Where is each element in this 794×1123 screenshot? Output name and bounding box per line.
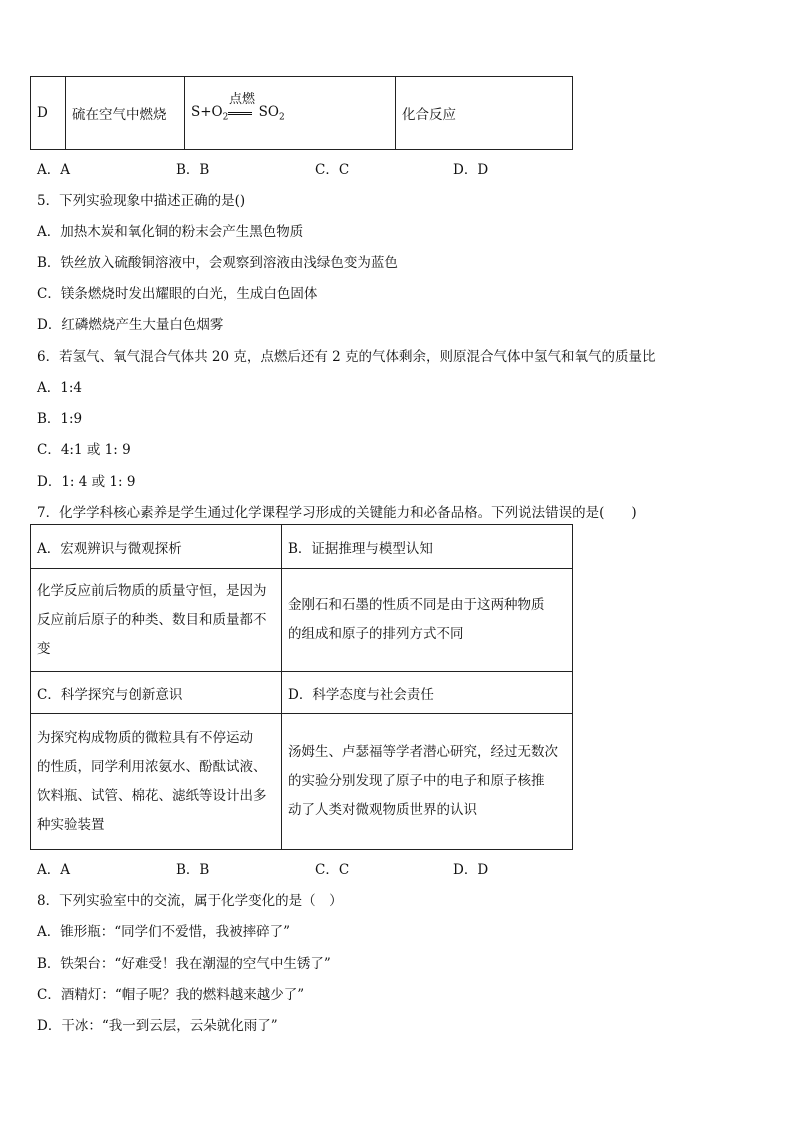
q7-header-c: C．科学探究与创新意识 bbox=[31, 672, 282, 714]
q7-cell-b: 金刚石和石墨的性质不同是由于这两种物质 的组成和原子的排列方式不同 bbox=[282, 569, 573, 672]
q4-option-b[interactable]: B．B bbox=[176, 162, 210, 178]
q4-table-row-d bbox=[30, 76, 573, 150]
q7-header-d: D．科学态度与社会责任 bbox=[282, 672, 573, 714]
q7-cell-c: 为探究构成物质的微粒具有不停运动 的性质，同学利用浓氨水、酚酞试液、 饮料瓶、试管、棉花、滤纸等设计出多 种实验装置 bbox=[31, 714, 282, 850]
q8-option-a[interactable]: A．锥形瓶：“同学们不爱惜，我被摔碎了” bbox=[37, 924, 291, 940]
q7-option-b[interactable]: B．B bbox=[176, 862, 210, 878]
q8-option-b[interactable]: B．铁架台：“好难受！我在潮湿的空气中生锈了” bbox=[37, 956, 331, 972]
equation-condition: 点燃 bbox=[229, 91, 256, 107]
q5-option-a[interactable]: A．加热木炭和氧化铜的粉末会产生黑色物质 bbox=[37, 224, 304, 240]
q7-stem: 7．化学学科核心素养是学生通过化学课程学习形成的关键能力和必备品格。下列说法错误的是( ) bbox=[37, 505, 637, 521]
q4-option-d[interactable]: D．D bbox=[453, 162, 489, 178]
q6-option-c[interactable]: C．4:1 或 1: 9 bbox=[37, 442, 131, 458]
q4-cell-process: 硫在空气中燃烧 bbox=[66, 77, 185, 150]
q7-header-a: A．宏观辨识与微观探析 bbox=[31, 525, 282, 569]
q7-option-a[interactable]: A．A bbox=[37, 862, 70, 878]
q4-cell-type: 化合反应 bbox=[396, 77, 573, 150]
q6-option-d[interactable]: D．1: 4 或 1: 9 bbox=[37, 474, 136, 490]
q5-option-b[interactable]: B．铁丝放入硫酸铜溶液中，会观察到溶液由浅绿色变为蓝色 bbox=[37, 255, 398, 271]
q5-option-c[interactable]: C．镁条燃烧时发出耀眼的白光，生成白色固体 bbox=[37, 286, 318, 302]
q8-option-d[interactable]: D．干冰：“我一到云层，云朵就化雨了” bbox=[37, 1018, 278, 1034]
q5-stem: 5．下列实验现象中描述正确的是() bbox=[37, 193, 246, 209]
q7-option-c[interactable]: C．C bbox=[315, 862, 350, 878]
q7-option-d[interactable]: D．D bbox=[453, 862, 489, 878]
q5-option-d[interactable]: D．红磷燃烧产生大量白色烟雾 bbox=[37, 317, 224, 333]
q6-stem: 6．若氢气、氧气混合气体共 20 克，点燃后还有 2 克的气体剩余，则原混合气体中氢气和氧气的质量比 bbox=[37, 349, 656, 365]
q4-option-c[interactable]: C．C bbox=[315, 162, 350, 178]
chemical-equation: $S+O_2$ 点燃 $SO_2$ bbox=[191, 104, 285, 123]
q7-cell-d: 汤姆生、卢瑟福等学者潜心研究，经过无数次 的实验分别发现了原子中的电子和原子核推 动了人类对微观物质世界的认识 bbox=[282, 714, 573, 850]
q4-cell-equation bbox=[185, 77, 396, 150]
q8-option-c[interactable]: C．酒精灯：“帽子呢？我的燃料越来越少了” bbox=[37, 987, 305, 1003]
q7-header-b: B．证据推理与模型认知 bbox=[282, 525, 573, 569]
q6-option-b[interactable]: B．1:9 bbox=[37, 411, 83, 427]
q7-cell-a: 化学反应前后物质的质量守恒，是因为 反应前后原子的种类、数目和质量都不 变 bbox=[31, 569, 282, 672]
q4-cell-letter: D bbox=[31, 77, 66, 150]
q4-option-a[interactable]: A．A bbox=[37, 162, 70, 178]
q7-table bbox=[30, 524, 573, 850]
q6-option-a[interactable]: A．1:4 bbox=[37, 380, 82, 396]
q8-stem: 8．下列实验室中的交流，属于化学变化的是（ ） bbox=[37, 893, 343, 909]
